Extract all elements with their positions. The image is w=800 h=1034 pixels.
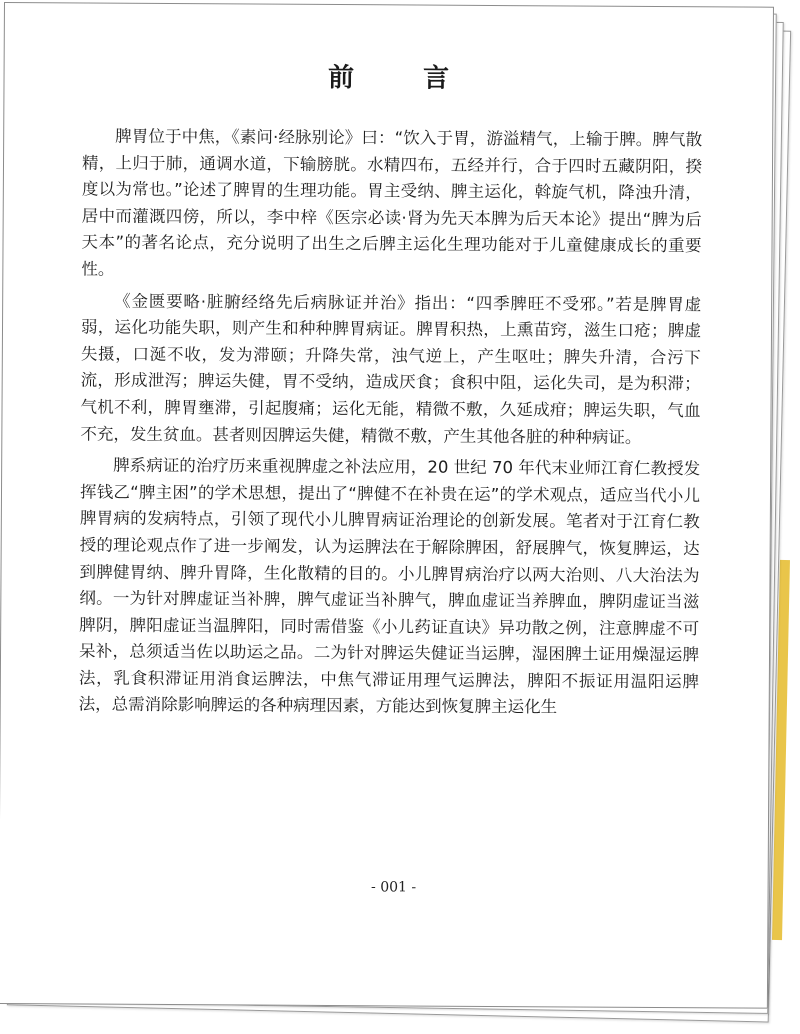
paragraph-1: 脾胃位于中焦，《素问·经脉别论》曰：“饮入于胃，游溢精气，上输于脾。脾气散精，上归于肺，通调水道，下输膀胱。水精四布，五经并行，合于四时五藏阴阳，揆度以为常也。”论述了脾胃的生理功能。胃主受纳、脾主运化，斡旋气机，降浊升清，居中而灌溉四傍，所以，李中梓《医宗必读·肾为先天本脾为后天本论》提出“脾为后天本”的著名论点，充分说明了出生之后脾主运化生理功能对于儿童健康成长的重要性。 <box>81 126 703 279</box>
page-number: - 001 - <box>371 879 417 896</box>
paragraph-3: 脾系病证的治疗历来重视脾虚之补法应用，20 世纪 70 年代末业师江育仁教授发挥钱乙“脾主困”的学术思想，提出了“脾健不在补贵在运”的学术观点，适应当代小儿脾胃病的发病特点，引领了现代小儿脾胃病证治理论的创新发展。笔者对于江育仁教授的理论观点作了进一步阐发，认为运脾法在于解除脾困，舒展脾气，恢复脾运，达到脾健胃纳、脾升胃降，生化散精的目的。小儿脾胃病治疗以两大治则、八大治法为纲。一为针对脾虚证当补脾，脾气虚证当补脾气，脾血虚证当养脾血，脾阴虚证当滋脾阴，脾阳虚证当温脾阳，同时需借鉴《小儿药证直诀》异功散之例，注意脾虚不可呆补，总须适当佐以助运之品。二为针对脾运失健证当运脾，湿困脾土证用燥湿运脾法，乳食积滞证用消食运脾法，中焦气滞证用理气运脾法，脾阳不振证用温阳运脾法，总需消除影响脾运的各种病理因素，方能达到恢复脾主运化生 <box>78 455 701 717</box>
paragraph-2: 《金匮要略·脏腑经络先后病脉证并治》指出：“四季脾旺不受邪。”若是脾胃虚弱，运化功能失职，则产生和种种脾胃病证。脾胃积热，上熏苗窍，滋生口疮；脾虚失摄，口涎不收，发为滞颐；升降失常，浊气逆上，产生呕吐；脾失升清，合污下流，形成泄泻；脾运失健，胃不受纳，造成厌食；食积中阻，运化失司，是为积滞；气机不利，脾胃壅滞，引起腹痛；运化无能，精微不敷，久延成疳；脾运失职，气血不充，发生贫血。甚者则因脾运失健，精微不敷，产生其他各脏的种种病证。 <box>80 291 702 447</box>
document-page <box>0 2 774 1009</box>
page-title: 前 言 <box>327 62 480 94</box>
body-text <box>79 123 703 727</box>
